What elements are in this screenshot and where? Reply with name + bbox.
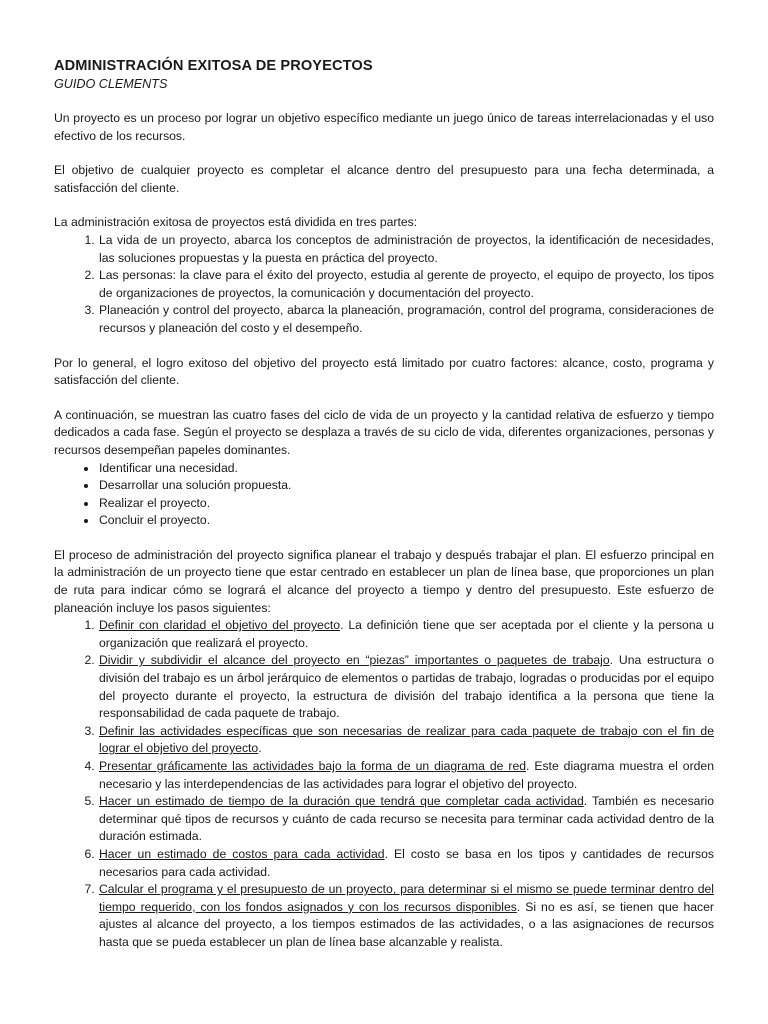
step-underlined: Dividir y subdividir el alcance del proyecto en “piezas” importantes o paquetes de trabajo [99,653,610,668]
step-text: . Una estructura o división del trabajo es un árbol jerárquico de elementos o partidas de trabajo, logradas o producidas por el equipo del proyecto durante el proyecto, la estructura de división del trabajo identifica a la persona que tiene la responsabilidad de cada paquete de trabajo. [99,653,714,721]
step-underlined: Presentar gráficamente las actividades bajo la forma de un diagrama de red [99,759,526,773]
planning-steps-list [54,617,714,951]
step-text: . La definición tiene que ser aceptada por el cliente y la persona u organización que realizará el proyecto. [99,618,715,650]
document-author: GUIDO CLEMENTS [54,77,168,91]
list-item [98,617,714,652]
step-underlined: Hacer un estimado de tiempo de la duración que tendrá que completar cada actividad [99,794,584,809]
parts-list [54,232,714,338]
step-text: . El costo se basa en los tipos y cantidades de recursos necesarios para cada actividad. [99,846,714,879]
step-text: . [258,741,262,756]
step-text: . Este diagrama muestra el orden necesario y las interdependencias de las actividades para lograr el objetivo del proyecto. [99,759,714,791]
step-underlined: Calcular el programa y el presupuesto de un proyecto, para determinar si el mismo se puede terminar dentro del tiempo requerido, con los fondos asignados y con los recursos disponibles [99,882,714,914]
step-text: . Si no es así, se tienen que hacer ajustes al alcance del proyecto, a los tiempos estimados de las actividades, o a las asignaciones de recursos hasta que se pueda establecer un plan de línea base alcanzable y realista. [99,899,714,949]
list-item: 1. La vida de un proyecto, abarca los conceptos de administración de proyectos, la identificación de necesidades, las soluciones propuestas y la puesta en práctica del proyecto. [98,232,714,267]
list-item: • Realizar el proyecto. [98,495,714,513]
phases-list [54,460,714,530]
list-item: 2. Las personas: la clave para el éxito del proyecto, estudia al gerente de proyecto, el equipo de proyecto, los tipos de organizaciones de proyectos, la comunicación y documentación del proyecto. [98,267,714,302]
list-item [98,652,714,722]
list-item [98,723,714,758]
step-underlined: Hacer un estimado de costos para cada actividad [99,846,385,861]
step-text: . También es necesario determinar qué tipos de recursos y cuánto de cada recurso se necesita para terminar cada actividad dentro de la duración estimada. [99,794,714,844]
list-item [98,881,714,951]
paragraph-objective: El objetivo de cualquier proyecto es completar el alcance dentro del presupuesto para una fecha determinada, a satisfacción del cliente. [54,163,714,195]
list-item: • Concluir el proyecto. [98,512,714,530]
list-item: • Identificar una necesidad. [98,460,714,478]
document-page [54,56,714,969]
list-item: 3. Planeación y control del proyecto, abarca la planeación, programación, control del programa, consideraciones de recursos y planeación del costo y el desempeño. [98,302,714,337]
paragraph-definition: Un proyecto es un proceso por lograr un objetivo específico mediante un juego único de tareas interrelacionadas y el uso efectivo de los recursos. [54,111,714,143]
step-underlined: Definir las actividades específicas que son necesarias de realizar para cada paquete de trabajo con el fin de lograr el objetivo del proyecto [99,723,714,756]
paragraph-factors: Por lo general, el logro exitoso del objetivo del proyecto está limitado por cuatro factores: alcance, costo, programa y satisfacción del cliente. [54,355,714,388]
list-item [98,793,714,846]
paragraph-parts-intro: La administración exitosa de proyectos está dividida en tres partes: [54,215,418,230]
step-underlined: Definir con claridad el objetivo del proyecto [99,618,341,633]
list-item [98,758,714,793]
list-item: • Desarrollar una solución propuesta. [98,477,714,495]
list-item [98,846,714,881]
document-title: ADMINISTRACIÓN EXITOSA DE PROYECTOS [54,58,373,74]
paragraph-planning-intro: El proceso de administración del proyecto significa planear el trabajo y después trabajar el plan. El esfuerzo principal en la administración de un proyecto tiene que estar centrado en establecer un plan de línea base, que proporciones un plan de ruta para indicar cómo se logrará el alcance del proyecto a tiempo y dentro del presupuesto. Este esfuerzo de planeación incluye los pasos siguientes: [54,547,714,615]
paragraph-phases-intro: A continuación, se muestran las cuatro fases del ciclo de vida de un proyecto y la cantidad relativa de esfuerzo y tiempo dedicados a cada fase. Según el proyecto se desplaza a través de su ciclo de vida, diferentes organizaciones, personas y recursos desempeñan papeles dominantes. [54,407,714,457]
